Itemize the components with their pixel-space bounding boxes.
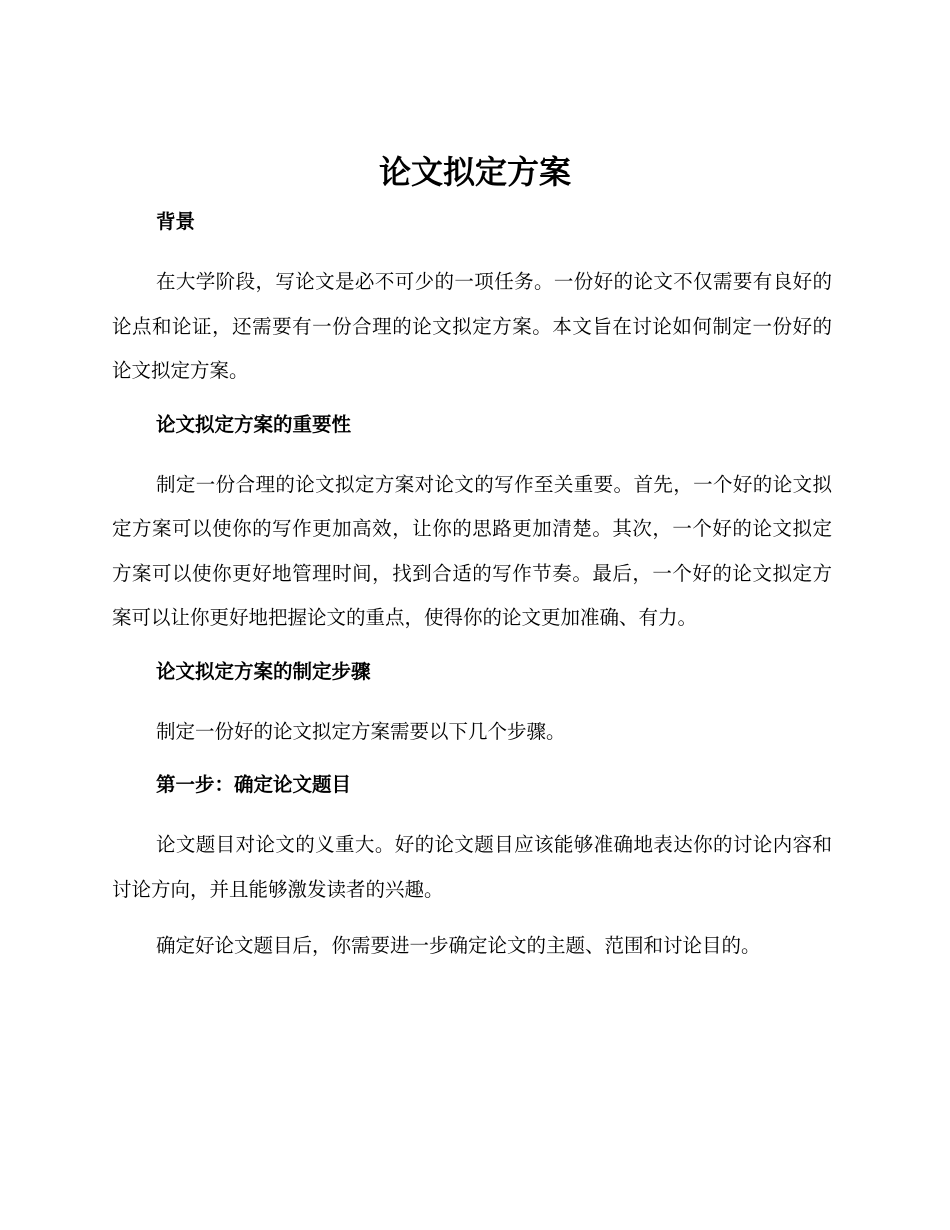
paragraph-importance: 制定一份合理的论文拟定方案对论文的写作至关重要。首先，一个好的论文拟定方案可以使你的写作更加高效，让你的思路更加清楚。其次，一个好的论文拟定方案可以使你更好地管理时间，找到合适的写作节奏。最后，一个好的论文拟定方案可以让你更好地把握论文的重点，使得你的论文更加准确、有力。 [112,472,832,629]
section-heading-step-one: 第一步：确定论文题目 [156,773,352,796]
paragraph-steps-intro: 制定一份好的论文拟定方案需要以下几个步骤。 [156,719,566,743]
document-title: 论文拟定方案 [378,153,571,191]
paragraph-step-one-title: 论文题目对论文的义重大。好的论文题目应该能够准确地表达你的讨论内容和讨论方向，并且能够激发读者的兴趣。 [112,833,832,901]
document-body [112,203,832,969]
paragraph-step-one-scope: 确定好论文题目后，你需要进一步确定论文的主题、范围和讨论目的。 [156,934,761,957]
section-heading-background: 背景 [156,210,196,233]
paragraph-background: 在大学阶段，写论文是必不可少的一项任务。一份好的论文不仅需要有良好的论点和论证，还需要有一份合理的论文拟定方案。本文旨在讨论如何制定一份好的论文拟定方案。 [112,270,832,382]
section-heading-steps: 论文拟定方案的制定步骤 [156,659,371,683]
section-heading-importance: 论文拟定方案的重要性 [156,412,352,436]
